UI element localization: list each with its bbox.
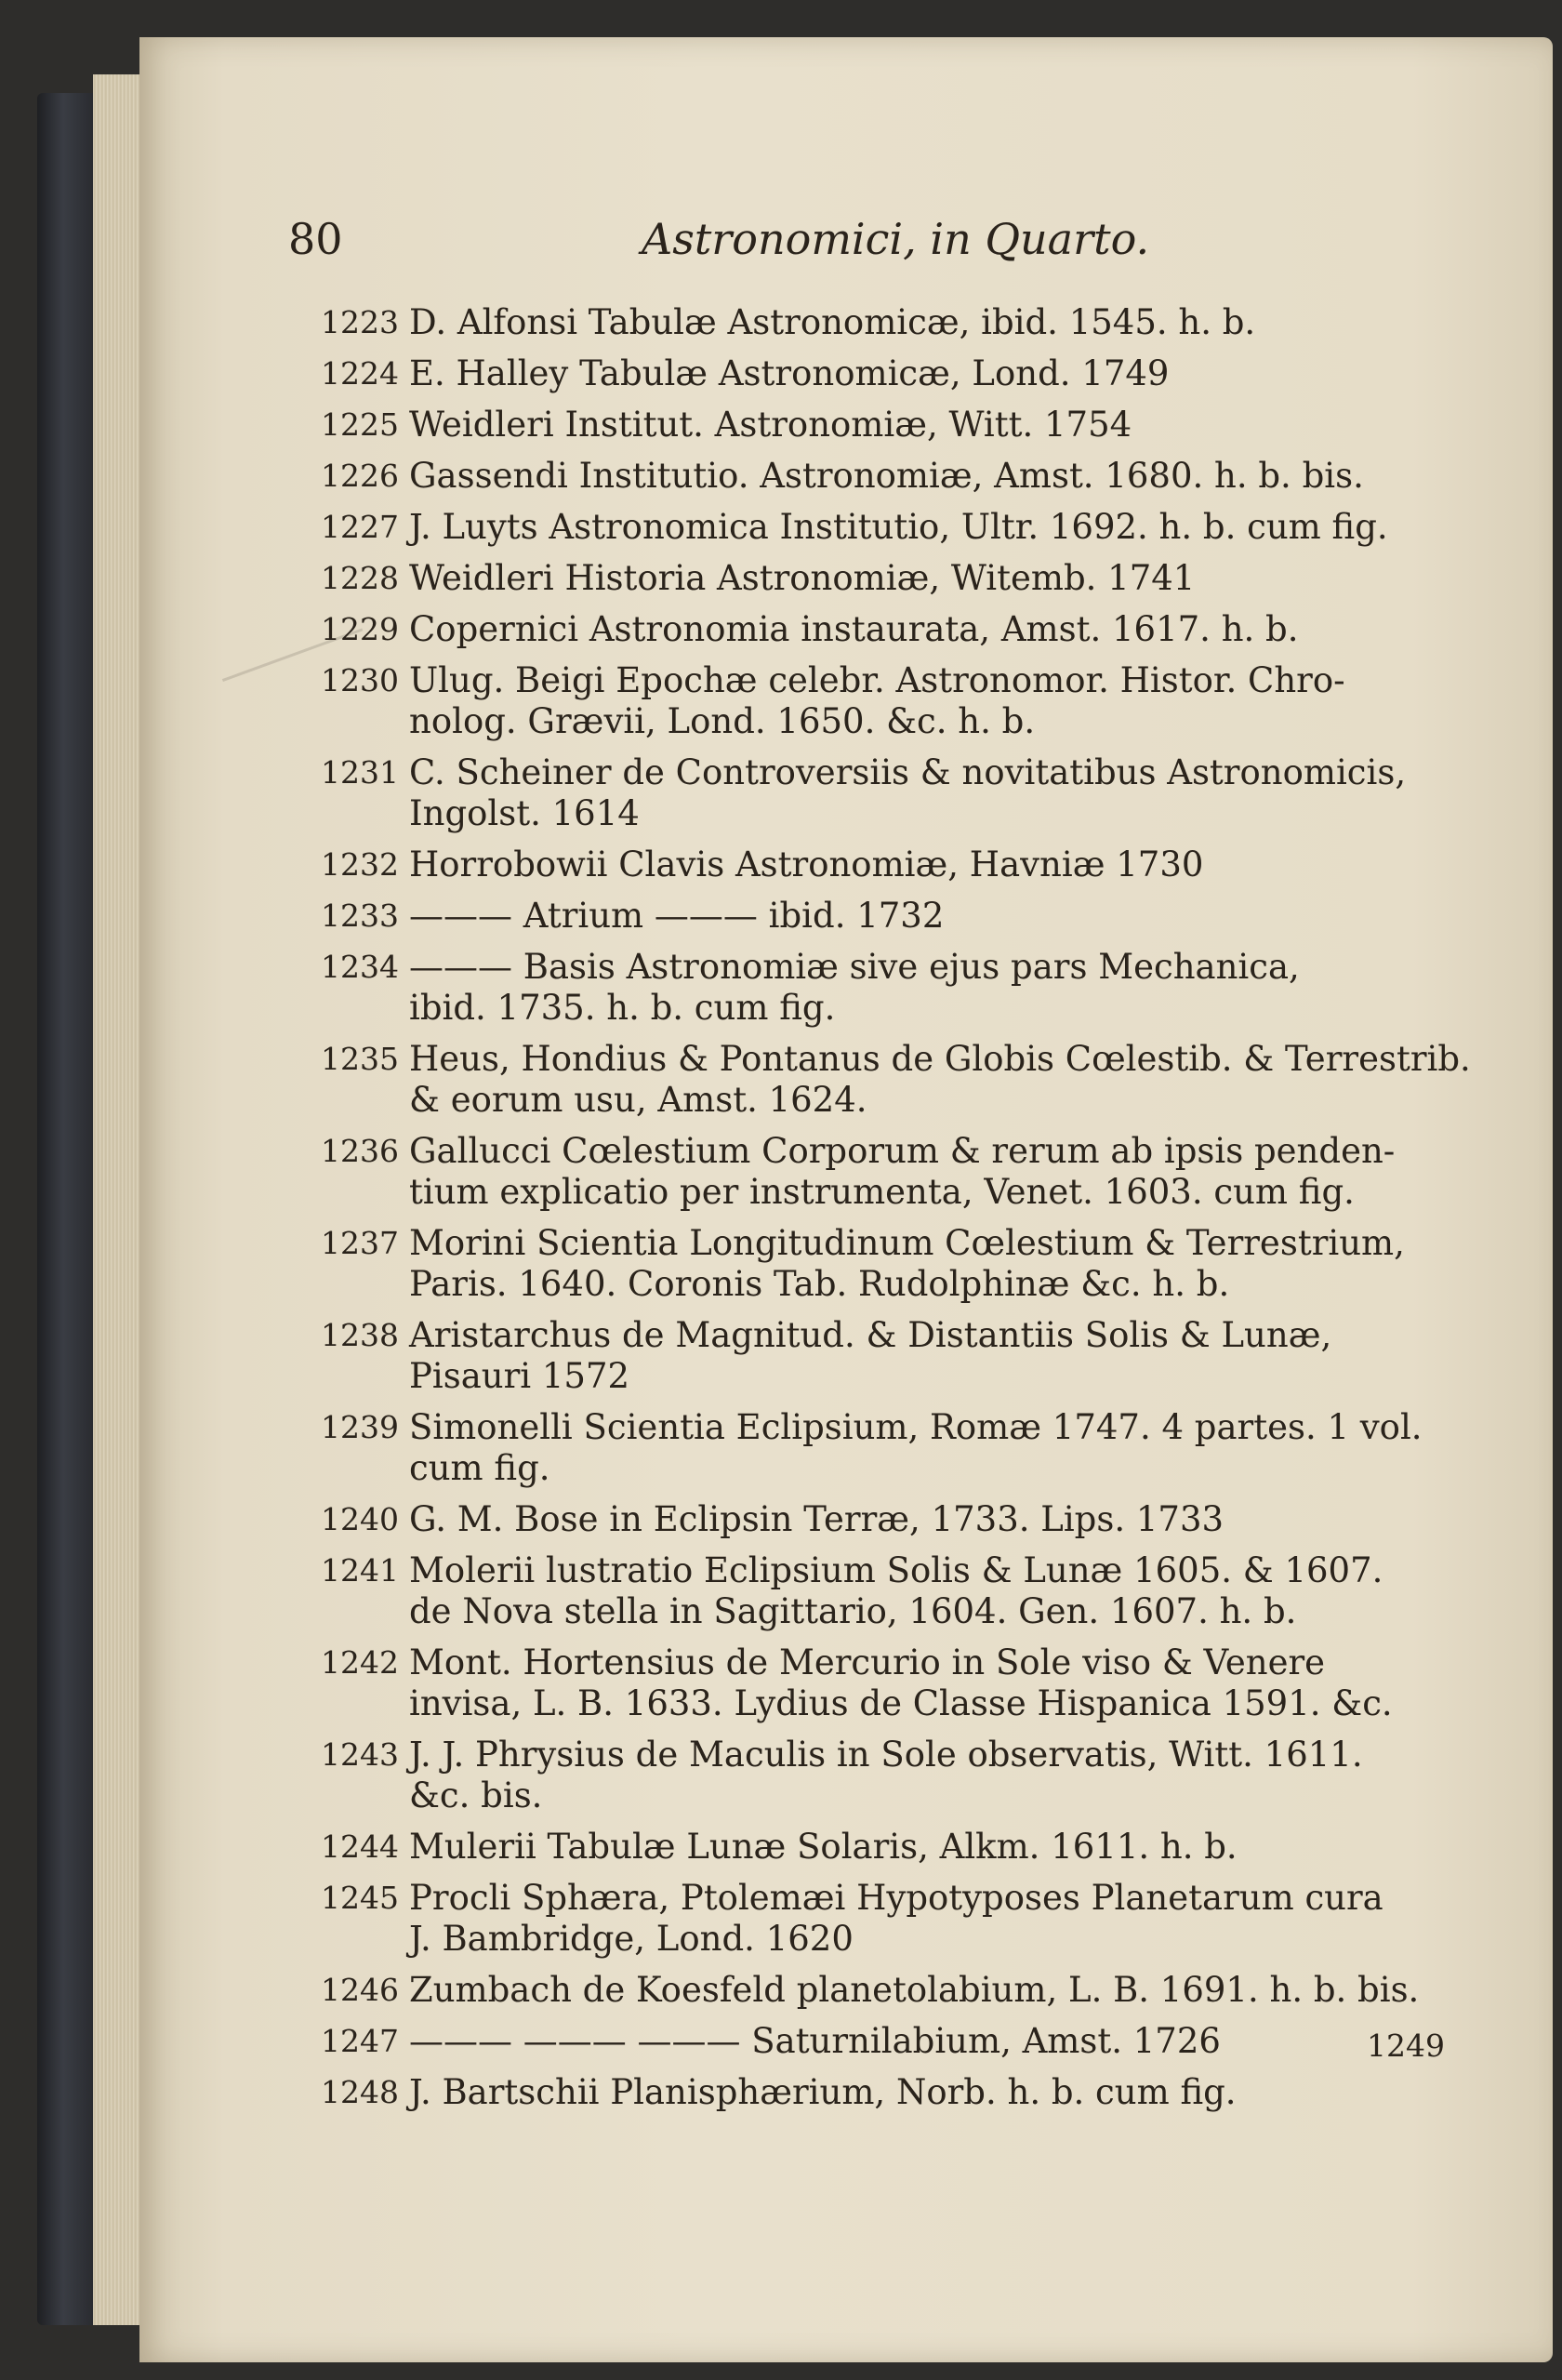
catalogue-entry [321,405,1497,445]
entry-number: 1235 [321,1041,399,1077]
entry-text-line: J. Bartschii Planisphærium, Norb. h. b. cum fig. [409,2072,1237,2112]
entry-text-line: Copernici Astronomia instaurata, Amst. 1617. h. b. [409,609,1299,649]
entry-number: 1238 [321,1317,399,1353]
catalogue-entry [321,609,1497,650]
catalogue-entry [321,1407,1497,1489]
entry-number: 1242 [321,1644,399,1681]
entry-text-line: Heus, Hondius & Pontanus de Globis Cœlestib. & Terrestrib. [409,1039,1471,1079]
entry-text-line: & eorum usu, Amst. 1624. [409,1080,867,1120]
entry-number: 1229 [321,611,399,647]
entry-text-line: Procli Sphæra, Ptolemæi Hypotyposes Planetarum cura [409,1878,1383,1918]
entry-text-line: Weidleri Historia Astronomiæ, Witemb. 1741 [409,558,1196,598]
page-number: 80 [288,214,343,264]
entry-text-line: Pisauri 1572 [409,1356,630,1396]
entry-text-line: ——— ——— ——— Saturnilabium, Amst. 1726 [409,2021,1221,2061]
entry-number: 1244 [321,1828,399,1865]
catalogue-entry [321,1827,1497,1868]
entry-text-line: Mont. Hortensius de Mercurio in Sole viso & Venere [409,1642,1326,1682]
catalogue-entry [321,1642,1497,1724]
entry-number: 1232 [321,846,399,883]
entry-text-line: ibid. 1735. h. b. cum fig. [409,988,836,1028]
entry-text-line: cum fig. [409,1448,550,1488]
entry-number: 1228 [321,560,399,596]
catalogue-entry [321,1499,1497,1540]
entry-text-line: J. Bambridge, Lond. 1620 [409,1919,854,1959]
catalogue-entry [321,302,1497,343]
entry-number: 1240 [321,1501,399,1537]
entry-number: 1223 [321,304,399,340]
entry-text-line: Molerii lustratio Eclipsium Solis & Lunæ 1605. & 1607. [409,1550,1383,1590]
entry-number: 1243 [321,1736,399,1773]
entry-text-line: Simonelli Scientia Eclipsium, Romæ 1747. 4 partes. 1 vol. [409,1407,1423,1447]
entry-number: 1231 [321,754,399,791]
entry-number: 1224 [321,355,399,392]
entry-text-line: Gallucci Cœlestium Corporum & rerum ab ipsis penden- [409,1131,1396,1171]
entry-text-line: Paris. 1640. Coronis Tab. Rudolphinæ &c. h. b. [409,1264,1230,1304]
entry-text-line: G. M. Bose in Eclipsin Terræ, 1733. Lips. 1733 [409,1499,1224,1539]
entry-number: 1245 [321,1880,399,1916]
catalogue-entry [321,752,1497,834]
entry-text-line: J. J. Phrysius de Maculis in Sole observatis, Witt. 1611. [409,1735,1363,1775]
entry-text-line: E. Halley Tabulæ Astronomicæ, Lond. 1749 [409,353,1170,393]
catchword: 1249 [1367,2028,1445,2064]
entry-number: 1234 [321,949,399,985]
entry-text-line: invisa, L. B. 1633. Lydius de Classe Hispanica 1591. &c. [409,1683,1393,1723]
catalogue-entry [321,947,1497,1029]
entry-number: 1230 [321,662,399,698]
entry-text-line: J. Luyts Astronomica Institutio, Ultr. 1692. h. b. cum fig. [409,507,1388,547]
entry-text-line: Mulerii Tabulæ Lunæ Solaris, Alkm. 1611. h. b. [409,1827,1238,1867]
entry-number: 1233 [321,897,399,934]
catalogue-entry [321,353,1497,394]
catalogue-entry [321,558,1497,599]
catalogue-entry [321,896,1497,937]
entry-text-line: nolog. Grævii, Lond. 1650. &c. h. b. [409,701,1036,741]
catalogue-entry [321,1878,1497,1960]
catalogue-entry [321,1735,1497,1816]
entry-text-line: Morini Scientia Longitudinum Cœlestium & Terrestrium, [409,1223,1405,1263]
entry-number: 1246 [321,1972,399,2008]
entry-text-line: ——— Basis Astronomiæ sive ejus pars Mechanica, [409,947,1300,987]
catalogue-entry [321,844,1497,885]
entry-number: 1225 [321,406,399,443]
running-title: Astronomici, in Quarto. [642,214,1150,264]
entry-text-line: C. Scheiner de Controversiis & novitatibus Astronomicis, [409,752,1407,792]
entry-number: 1226 [321,458,399,494]
catalogue-entry [321,1315,1497,1397]
entry-number: 1236 [321,1133,399,1169]
entry-text-line: de Nova stella in Sagittario, 1604. Gen. 1607. h. b. [409,1591,1297,1631]
entry-text-line: Zumbach de Koesfeld planetolabium, L. B. 1691. h. b. bis. [409,1970,1420,2010]
catalogue-entry [321,456,1497,497]
catalogue-entry [321,1131,1497,1213]
catalogue-entry [321,1223,1497,1305]
entry-number: 1248 [321,2074,399,2110]
entry-number: 1241 [321,1552,399,1589]
catalogue-entry [321,1970,1497,2011]
entry-text-line: Horrobowii Clavis Astronomiæ, Havniæ 1730 [409,844,1204,884]
entry-number: 1239 [321,1409,399,1445]
entry-number: 1247 [321,2023,399,2059]
entry-text-line: &c. bis. [409,1775,543,1815]
entry-text-line: Weidleri Institut. Astronomiæ, Witt. 1754 [409,405,1132,445]
entry-text-line: tium explicatio per instrumenta, Venet. 1603. cum fig. [409,1172,1355,1212]
entry-text-line: D. Alfonsi Tabulæ Astronomicæ, ibid. 1545. h. b. [409,302,1256,342]
entry-text-line: Ulug. Beigi Epochæ celebr. Astronomor. Histor. Chro- [409,660,1345,700]
catalogue-entry [321,2021,1497,2062]
catalogue-entry [321,660,1497,742]
entry-number: 1237 [321,1225,399,1261]
catalogue-entry [321,2072,1497,2113]
entry-text-line: Aristarchus de Magnitud. & Distantiis Solis & Lunæ, [409,1315,1332,1355]
catalogue-entry [321,1039,1497,1121]
catalogue-entry [321,1550,1497,1632]
entry-number: 1227 [321,509,399,545]
entry-text-line: Gassendi Institutio. Astronomiæ, Amst. 1680. h. b. bis. [409,456,1364,496]
entry-text-line: ——— Atrium ——— ibid. 1732 [409,896,945,936]
entry-text-line: Ingolst. 1614 [409,793,640,833]
catalogue-entry [321,507,1497,548]
